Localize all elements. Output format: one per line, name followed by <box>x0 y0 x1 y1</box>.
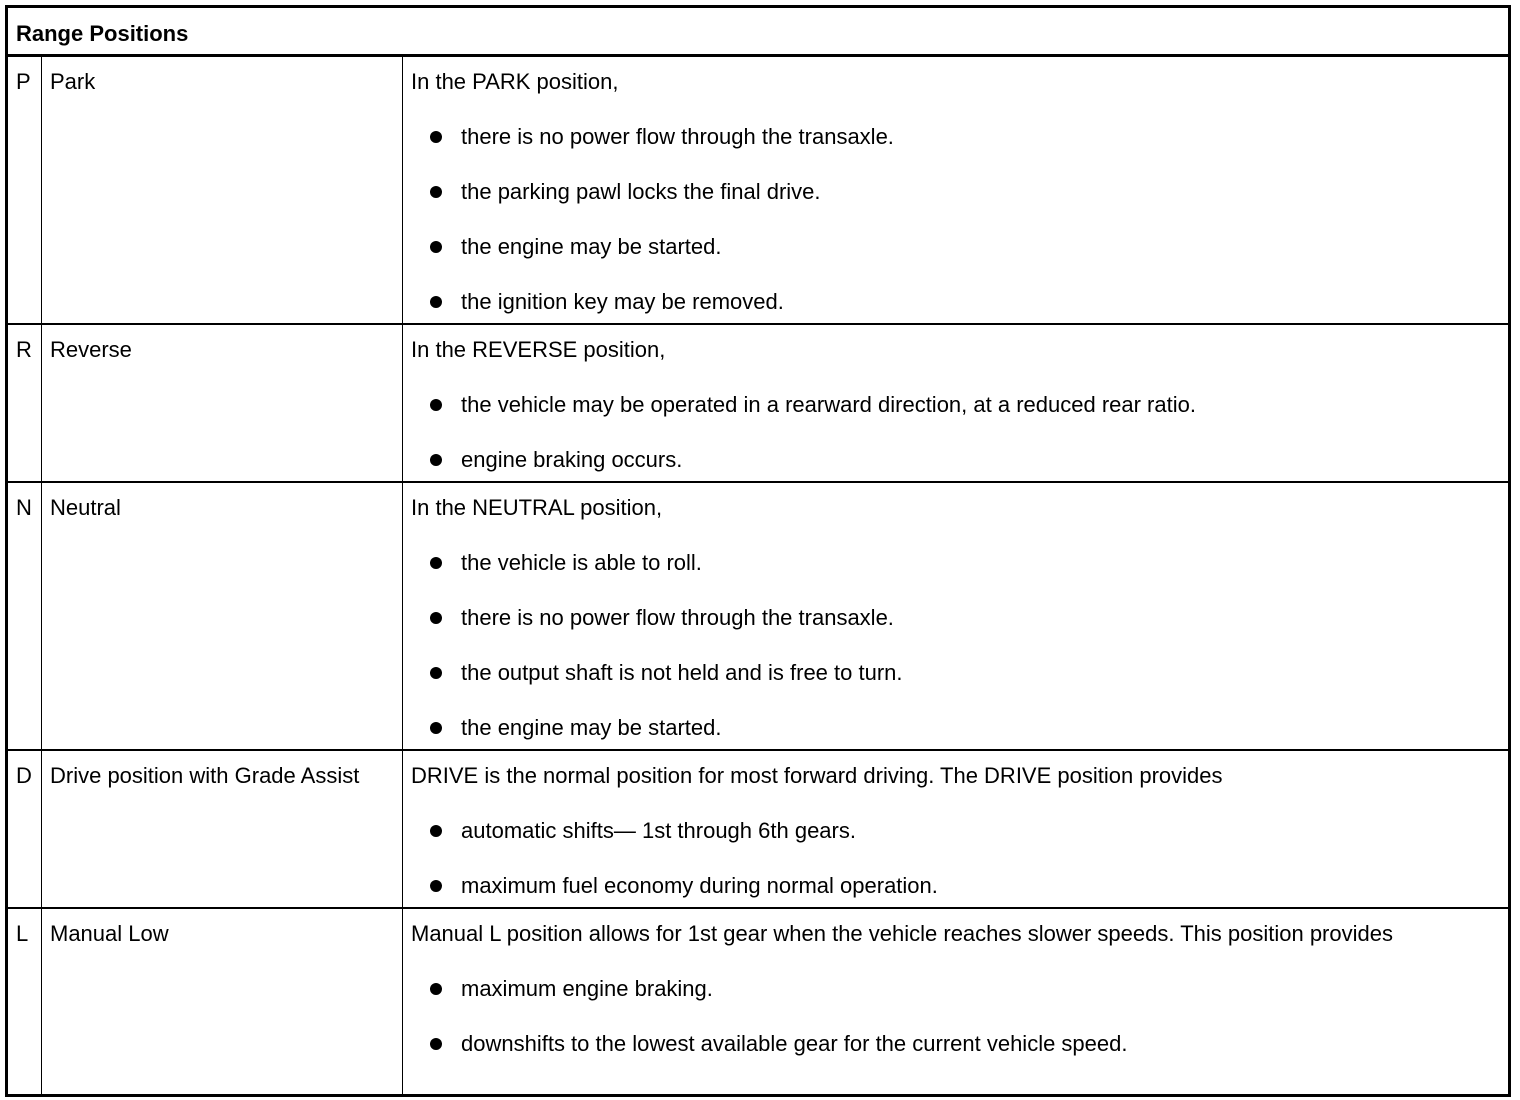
description-intro: In the NEUTRAL position, <box>411 495 663 520</box>
list-item <box>411 1029 1491 1059</box>
table-row-neutral <box>8 483 1508 751</box>
bullet-dot-icon <box>430 667 442 679</box>
range-name: Neutral <box>50 495 121 520</box>
column-divider <box>41 751 42 907</box>
list-item <box>411 177 1491 207</box>
table-title-row <box>8 8 1508 57</box>
description-intro: Manual L position allows for 1st gear when the vehicle reaches slower speeds. This position provides <box>411 921 1393 946</box>
bullet-dot-icon <box>430 557 442 569</box>
list-item <box>411 974 1491 1004</box>
table-row-reverse <box>8 325 1508 483</box>
range-name: Manual Low <box>50 921 169 946</box>
column-divider <box>402 57 403 323</box>
table-title: Range Positions <box>16 21 189 46</box>
range-description <box>411 493 1491 743</box>
column-divider <box>402 909 403 1094</box>
range-letter: P <box>16 69 31 94</box>
column-divider <box>41 57 42 323</box>
range-description <box>411 761 1491 901</box>
column-divider <box>41 483 42 749</box>
range-name: Park <box>50 69 96 94</box>
column-divider <box>41 909 42 1094</box>
list-item <box>411 390 1491 420</box>
bullet-dot-icon <box>430 186 442 198</box>
list-item-text: engine braking occurs. <box>461 447 683 472</box>
bullet-dot-icon <box>430 722 442 734</box>
column-divider <box>402 483 403 749</box>
list-item <box>411 713 1491 743</box>
list-item <box>411 287 1491 317</box>
list-item-text: the vehicle is able to roll. <box>461 550 702 575</box>
list-item-text: the vehicle may be operated in a rearward direction, at a reduced rear ratio. <box>461 392 1196 417</box>
list-item <box>411 548 1491 578</box>
list-item-text: automatic shifts— 1st through 6th gears. <box>461 818 856 843</box>
range-letter: N <box>16 495 32 520</box>
list-item <box>411 122 1491 152</box>
list-item-text: the engine may be started. <box>461 234 722 259</box>
list-item-text: the output shaft is not held and is free to turn. <box>461 660 903 685</box>
bullet-dot-icon <box>430 1038 442 1050</box>
range-letter: R <box>16 337 32 362</box>
list-item-text: the ignition key may be removed. <box>461 289 784 314</box>
bullet-list <box>411 390 1491 475</box>
range-positions-table <box>5 5 1511 1097</box>
range-name: Reverse <box>50 337 132 362</box>
list-item <box>411 232 1491 262</box>
list-item-text: maximum fuel economy during normal operation. <box>461 873 938 898</box>
bullet-list <box>411 974 1491 1059</box>
list-item <box>411 445 1491 475</box>
range-description <box>411 335 1491 475</box>
bullet-dot-icon <box>430 612 442 624</box>
list-item-text: downshifts to the lowest available gear for the current vehicle speed. <box>461 1031 1128 1056</box>
range-letter: L <box>16 921 29 946</box>
bullet-list <box>411 122 1491 317</box>
list-item-text: there is no power flow through the transaxle. <box>461 605 894 630</box>
bullet-dot-icon <box>430 131 442 143</box>
bullet-dot-icon <box>430 983 442 995</box>
list-item <box>411 658 1491 688</box>
bullet-list <box>411 548 1491 743</box>
column-divider <box>402 751 403 907</box>
column-divider <box>402 325 403 481</box>
list-item-text: maximum engine braking. <box>461 976 713 1001</box>
list-item <box>411 816 1491 846</box>
column-divider <box>41 325 42 481</box>
description-intro: In the PARK position, <box>411 69 619 94</box>
bullet-dot-icon <box>430 825 442 837</box>
list-item-text: there is no power flow through the transaxle. <box>461 124 894 149</box>
bullet-dot-icon <box>430 880 442 892</box>
range-name: Drive position with Grade Assist <box>50 763 360 788</box>
bullet-dot-icon <box>430 454 442 466</box>
range-letter: D <box>16 763 32 788</box>
table-row-drive <box>8 751 1508 909</box>
bullet-dot-icon <box>430 241 442 253</box>
bullet-dot-icon <box>430 296 442 308</box>
list-item-text: the parking pawl locks the final drive. <box>461 179 821 204</box>
description-intro: In the REVERSE position, <box>411 337 666 362</box>
description-intro: DRIVE is the normal position for most forward driving. The DRIVE position provides <box>411 763 1223 788</box>
list-item <box>411 871 1491 901</box>
range-description <box>411 919 1491 1059</box>
bullet-list <box>411 816 1491 901</box>
bullet-dot-icon <box>430 399 442 411</box>
table-row-park <box>8 57 1508 325</box>
table-row-manual-low <box>8 909 1508 1094</box>
list-item <box>411 603 1491 633</box>
range-description <box>411 67 1491 317</box>
list-item-text: the engine may be started. <box>461 715 722 740</box>
